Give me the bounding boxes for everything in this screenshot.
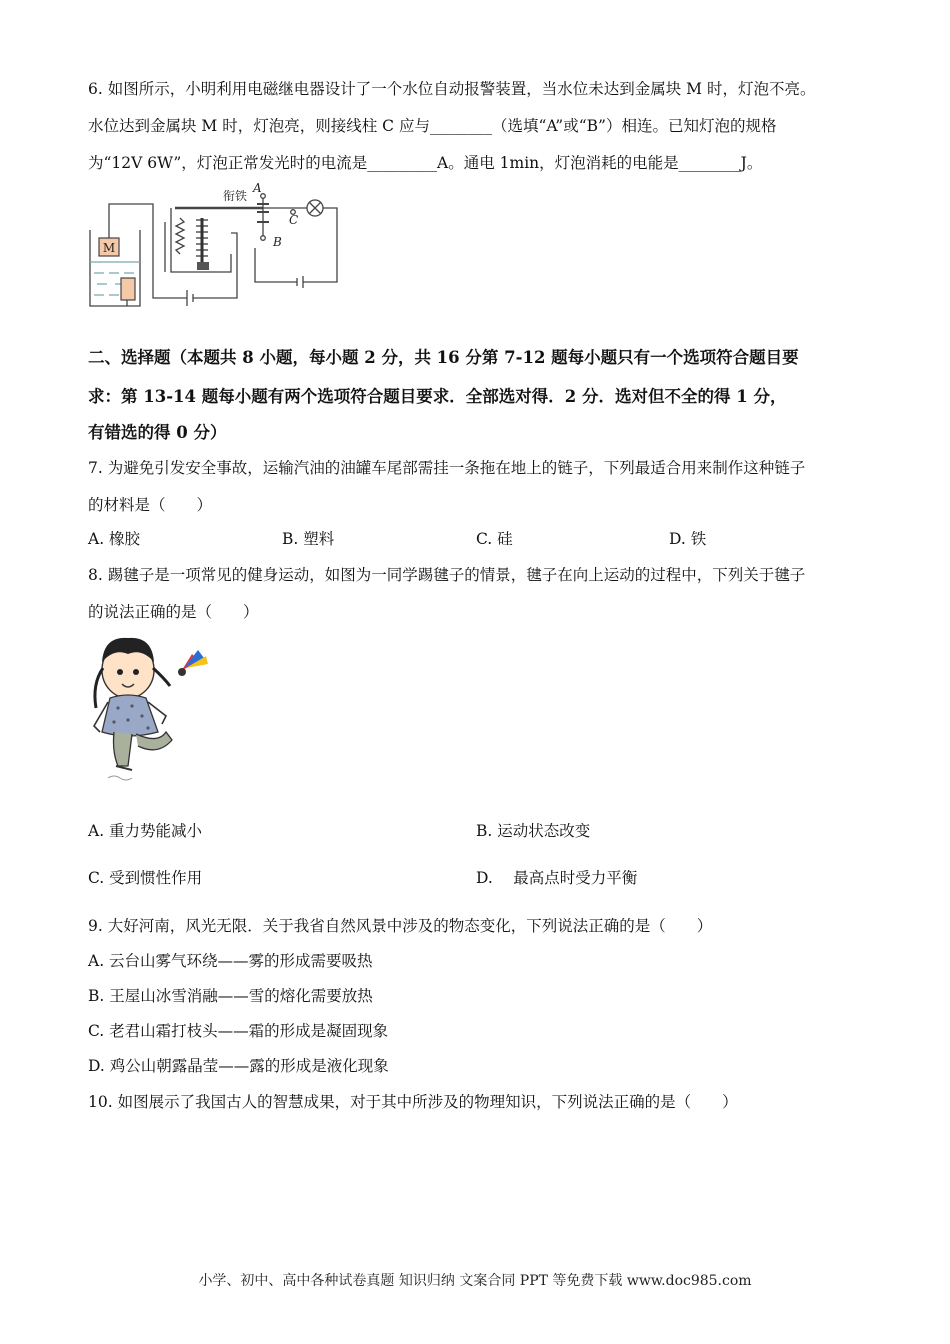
shuttlecock-kicking-illustration (88, 628, 218, 788)
q9-option-c: C. 老君山霜打枝头——霜的形成是凝固现象 (88, 1022, 389, 1040)
q9-text-line1: 9. 大好河南，风光无限．关于我省自然风景中涉及的物态变化，下列说法正确的是（ ） (88, 917, 713, 935)
q7-option-d: D. 铁 (669, 530, 707, 548)
q7-text-line1: 7. 为避免引发安全事故，运输汽油的油罐车尾部需挂一条拖在地上的链子，下列最适合用来制作这种链子 (88, 459, 806, 477)
q7-option-a: A. 橡胶 (88, 530, 141, 548)
q9-option-a: A. 云台山雾气环绕——雾的形成需要吸热 (88, 952, 373, 970)
q10-text-line1: 10. 如图展示了我国古人的智慧成果，对于其中所涉及的物理知识，下列说法正确的是（ ） (88, 1093, 738, 1111)
q8-option-a: A. 重力势能减小 (88, 822, 203, 840)
q6-text-line2: 水位达到金属块 M 时，灯泡亮，则接线柱 C 应与________（选填“A”或“B”）相连。已知灯泡的规格 (88, 117, 777, 135)
q6-text-line1: 6. 如图所示，小明利用电磁继电器设计了一个水位自动报警装置，当水位未达到金属块 M 时，灯泡不亮。 (88, 80, 816, 98)
section2-heading-line1: 二、选择题（本题共 8 小题，每小题 2 分，共 16 分第 7-12 题每小题只有一个选项符合题目要 (88, 348, 799, 367)
q8-text-line2: 的说法正确的是（ ） (88, 603, 259, 621)
section2-heading-line3: 有错选的得 0 分） (88, 423, 227, 442)
label-C: C (289, 213, 299, 227)
q8-option-d: D. 最高点时受力平衡 (476, 869, 638, 887)
q8-option-c: C. 受到惯性作用 (88, 869, 203, 887)
q7-option-b: B. 塑料 (282, 530, 335, 548)
q8-text-line1: 8. 踢毽子是一项常见的健身运动，如图为一同学踢毽子的情景，毽子在向上运动的过程中，下列关于毽子 (88, 566, 806, 584)
q9-option-b: B. 王屋山冰雪消融——雪的熔化需要放热 (88, 987, 373, 1005)
section2-heading-line2: 求：第 13-14 题每小题有两个选项符合题目要求．全部选对得．2 分．选对但不全的得 1 分， (88, 387, 787, 406)
page-footer: 小学、初中、高中各种试卷真题 知识归纳 文案合同 PPT 等免费下载 www.doc985.com (198, 1273, 752, 1289)
label-B: B (273, 235, 282, 249)
label-armature: 衔铁 (223, 189, 248, 203)
label-A: A (253, 181, 262, 195)
label-M: M (102, 241, 116, 255)
q6-text-line3: 为“12V 6W”，灯泡正常发光时的电流是_________A。通电 1min，灯泡消耗的电能是________J。 (88, 154, 763, 172)
relay-circuit-figure (85, 178, 345, 313)
q8-option-b: B. 运动状态改变 (476, 822, 591, 840)
q7-text-line2: 的材料是（ ） (88, 496, 213, 514)
q9-option-d: D. 鸡公山朝露晶莹——露的形成是液化现象 (88, 1057, 389, 1075)
q7-option-c: C. 硅 (476, 530, 513, 548)
